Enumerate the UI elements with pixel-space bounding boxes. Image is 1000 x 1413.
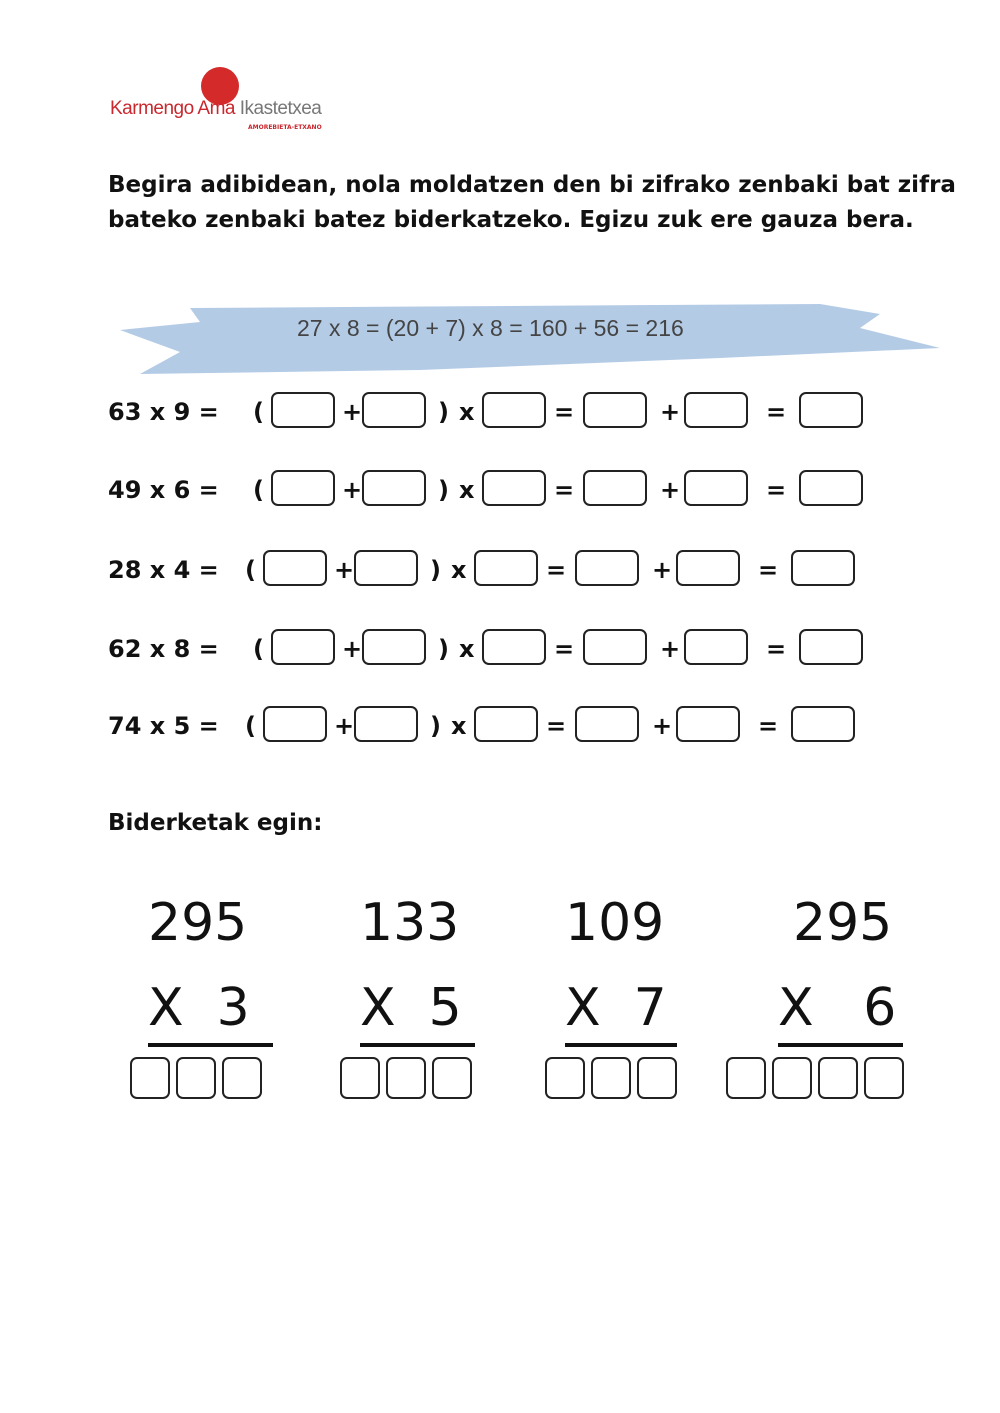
multiplier: X 5 [360, 978, 462, 1038]
answer-box[interactable] [684, 392, 748, 428]
result-line [360, 1043, 475, 1047]
multiplicand: 295 [148, 893, 248, 953]
answer-box[interactable] [263, 550, 327, 586]
equation-row [0, 629, 1000, 669]
section-title: Biderketak egin: [108, 810, 323, 836]
equals-sign: = [766, 635, 787, 663]
school-name-grey: Ikastetxea [239, 98, 322, 119]
open-paren: ( [253, 635, 264, 663]
answer-box[interactable] [474, 706, 538, 742]
plus-sign: + [660, 398, 681, 426]
answer-box[interactable] [583, 629, 647, 665]
equation-label: 74 x 5 = [108, 712, 219, 740]
digit-box[interactable] [130, 1057, 170, 1099]
multiplier: X 3 [148, 978, 250, 1038]
answer-box[interactable] [575, 706, 639, 742]
answer-box[interactable] [482, 392, 546, 428]
answer-box[interactable] [791, 706, 855, 742]
equals-sign: = [554, 476, 575, 504]
plus-sign: + [652, 556, 673, 584]
open-paren: ( [253, 398, 264, 426]
digit-box[interactable] [432, 1057, 472, 1099]
equation-row [0, 706, 1000, 746]
instructions: Begira adibidean, nola moldatzen den bi zifrako zenbaki bat zifra bateko zenbaki batez biderkatzeko. Egizu zuk ere gauza bera. [108, 172, 956, 233]
digit-box[interactable] [818, 1057, 858, 1099]
equals-sign: = [766, 476, 787, 504]
answer-box[interactable] [799, 629, 863, 665]
digit-box[interactable] [772, 1057, 812, 1099]
digit-box[interactable] [386, 1057, 426, 1099]
multiplier: X 6 [778, 978, 897, 1038]
answer-box[interactable] [676, 706, 740, 742]
open-paren: ( [245, 712, 256, 740]
plus-sign: + [342, 476, 363, 504]
close-paren: ) [438, 635, 449, 663]
digit-box[interactable] [176, 1057, 216, 1099]
plus-sign: + [342, 635, 363, 663]
digit-box[interactable] [864, 1057, 904, 1099]
answer-box[interactable] [263, 706, 327, 742]
digit-box[interactable] [591, 1057, 631, 1099]
times-sign: x [451, 712, 467, 740]
example-equation: 27 x 8 = (20 + 7) x 8 = 160 + 56 = 216 [297, 315, 684, 341]
plus-sign: + [334, 556, 355, 584]
plus-sign: + [660, 635, 681, 663]
answer-box[interactable] [271, 470, 335, 506]
answer-box[interactable] [271, 392, 335, 428]
multiplier: X 7 [565, 978, 667, 1038]
result-line [565, 1043, 677, 1047]
answer-box[interactable] [583, 392, 647, 428]
answer-box[interactable] [474, 550, 538, 586]
answer-box[interactable] [676, 550, 740, 586]
equals-sign: = [766, 398, 787, 426]
equation-row [0, 550, 1000, 590]
plus-sign: + [652, 712, 673, 740]
multiplicand: 295 [793, 893, 893, 953]
school-location: AMOREBIETA-ETXANO [248, 124, 322, 131]
answer-box[interactable] [362, 392, 426, 428]
digit-box[interactable] [545, 1057, 585, 1099]
answer-box[interactable] [354, 706, 418, 742]
equation-label: 62 x 8 = [108, 635, 219, 663]
answer-box[interactable] [791, 550, 855, 586]
answer-box[interactable] [362, 629, 426, 665]
multiplicand: 109 [565, 893, 665, 953]
plus-sign: + [342, 398, 363, 426]
plus-sign: + [334, 712, 355, 740]
digit-box[interactable] [222, 1057, 262, 1099]
times-sign: x [459, 635, 475, 663]
school-name-red: Karmengo Ama [110, 98, 235, 119]
equals-sign: = [546, 556, 567, 584]
equals-sign: = [758, 712, 779, 740]
open-paren: ( [253, 476, 264, 504]
answer-box[interactable] [271, 629, 335, 665]
equals-sign: = [758, 556, 779, 584]
close-paren: ) [430, 556, 441, 584]
digit-box[interactable] [637, 1057, 677, 1099]
equation-label: 28 x 4 = [108, 556, 219, 584]
close-paren: ) [430, 712, 441, 740]
answer-box[interactable] [583, 470, 647, 506]
digit-box[interactable] [726, 1057, 766, 1099]
equals-sign: = [554, 635, 575, 663]
answer-box[interactable] [799, 470, 863, 506]
times-sign: x [459, 398, 475, 426]
answer-box[interactable] [354, 550, 418, 586]
result-line [778, 1043, 903, 1047]
equation-row [0, 470, 1000, 510]
result-line [148, 1043, 273, 1047]
equation-label: 49 x 6 = [108, 476, 219, 504]
answer-box[interactable] [684, 470, 748, 506]
equation-row [0, 392, 1000, 432]
close-paren: ) [438, 476, 449, 504]
equation-label: 63 x 9 = [108, 398, 219, 426]
answer-box[interactable] [799, 392, 863, 428]
close-paren: ) [438, 398, 449, 426]
answer-box[interactable] [482, 470, 546, 506]
equals-sign: = [546, 712, 567, 740]
answer-box[interactable] [362, 470, 426, 506]
answer-box[interactable] [482, 629, 546, 665]
school-name [110, 98, 321, 120]
answer-box[interactable] [575, 550, 639, 586]
answer-box[interactable] [684, 629, 748, 665]
digit-box[interactable] [340, 1057, 380, 1099]
equals-sign: = [554, 398, 575, 426]
times-sign: x [459, 476, 475, 504]
multiplicand: 133 [360, 893, 460, 953]
times-sign: x [451, 556, 467, 584]
plus-sign: + [660, 476, 681, 504]
open-paren: ( [245, 556, 256, 584]
